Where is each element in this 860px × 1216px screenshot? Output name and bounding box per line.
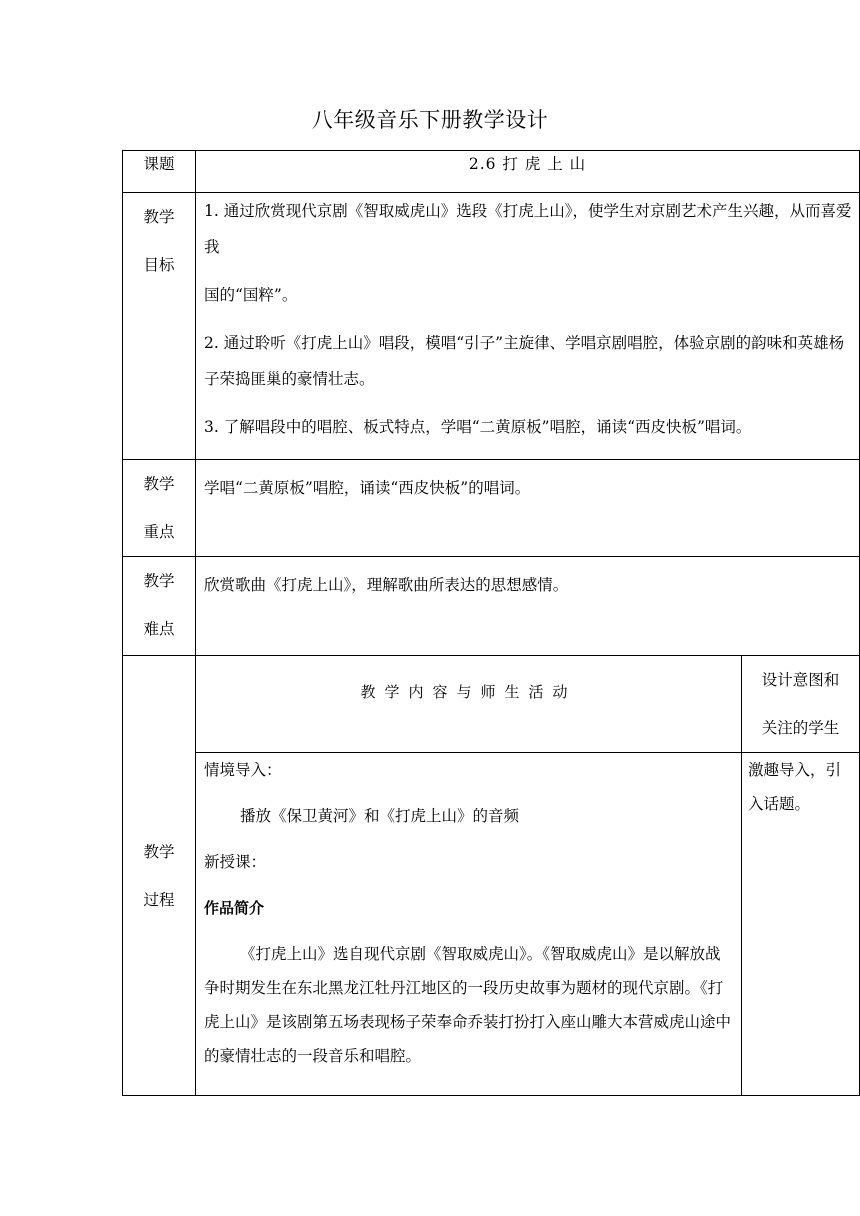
key-points-text: 学唱“二黄原板”唱腔，诵读“西皮快板”的唱词。 [204, 479, 531, 497]
process-content-row [123, 753, 860, 1096]
process-label-line2: 过程 [143, 890, 175, 909]
design-note-cell [742, 753, 860, 1096]
design-note: 激趣导入，引入话题。 [748, 761, 842, 813]
goals-content-cell [196, 193, 860, 460]
subject-row [123, 151, 860, 193]
work-intro-heading: 作品简介 [204, 899, 265, 917]
difficulties-content-cell [196, 557, 860, 656]
new-lesson-heading: 新授课： [204, 853, 267, 871]
difficulties-label-cell [123, 557, 196, 656]
difficulties-row [123, 557, 860, 656]
activities-header: 教学内容与师生活动 [360, 683, 577, 701]
subject-label-cell [123, 151, 196, 193]
key-points-label-line2: 重点 [143, 523, 175, 541]
key-points-row [123, 460, 860, 557]
process-label-cell [123, 656, 196, 1096]
subject-value-cell [196, 151, 860, 193]
goals-label-cell [123, 193, 196, 460]
intro-heading: 情境导入： [204, 761, 282, 779]
goals-label-line2: 目标 [143, 256, 175, 274]
design-header-line2: 关注的学生 [761, 719, 840, 737]
key-points-content-cell [196, 460, 860, 557]
process-content-cell [196, 753, 742, 1096]
activities-header-cell [196, 656, 742, 753]
goal-item-2: 2. 通过聆听《打虎上山》唱段，模唱“引子”主旋律、学唱京剧唱腔，体验京剧的韵味和英雄杨子荣捣匪巢的豪情壮志。 [204, 334, 845, 388]
difficulties-label-line2: 难点 [143, 620, 175, 638]
difficulties-text: 欣赏歌曲《打虎上山》，理解歌曲所表达的思想感情。 [204, 576, 569, 594]
design-header-line1: 设计意图和 [761, 671, 840, 689]
goals-row [123, 193, 860, 460]
lesson-plan-table [122, 150, 860, 1096]
key-points-label-line1: 教学 [143, 475, 175, 493]
subject-value: 2.6 打 虎 上 山 [468, 155, 587, 173]
process-label-line1: 教学 [143, 842, 175, 861]
work-intro-text: 《打虎上山》选自现代京剧《智取威虎山》。《智取威虎山》是以解放战争时期发生在东北黑龙江牡丹江地区的一段历史故事为题材的现代京剧。《打虎上山》是该剧第五场表现杨子荣奉命乔装打扮打入座山雕大本营威虎山途中的豪情壮志的一段音乐和唱腔。 [204, 945, 732, 1065]
design-header-cell [742, 656, 860, 753]
key-points-label-cell [123, 460, 196, 557]
goal-item-3: 3. 了解唱段中的唱腔、板式特点，学唱“二黄原板”唱腔，诵读“西皮快板”唱词。 [204, 418, 752, 436]
process-header-row [123, 656, 860, 753]
goal-item-1-line1: 1. 通过欣赏现代京剧《智取威虎山》选段《打虎上山》，使学生对京剧艺术产生兴趣，从而喜爱我 [204, 202, 852, 256]
document-title: 八年级音乐下册教学设计 [311, 108, 549, 132]
goals-label-line1: 教学 [143, 208, 175, 226]
difficulties-label-line1: 教学 [143, 572, 175, 590]
subject-label: 课题 [143, 155, 175, 173]
goal-item-1-line2: 国的“国粹”。 [204, 286, 298, 304]
intro-text: 播放《保卫黄河》和《打虎上山》的音频 [240, 807, 520, 825]
